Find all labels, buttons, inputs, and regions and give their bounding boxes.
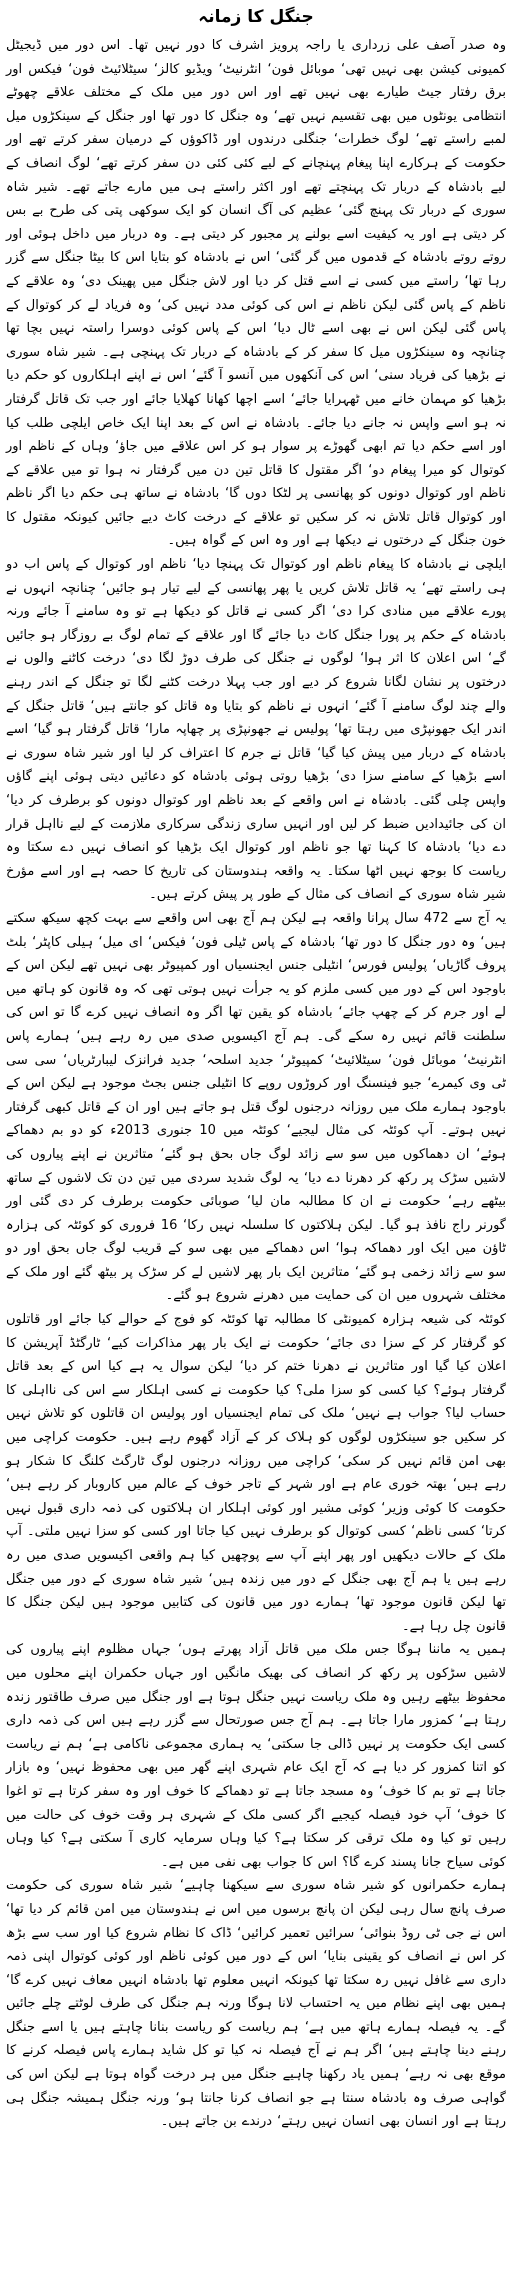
paragraph-4: کوئٹہ کی شیعہ ہزارہ کمیونٹی کا مطالبہ تھا کوئٹہ کو فوج کے حوالے کیا جائے اور قاتلوں کو گرفتار کر کے سزا دی جائے‘ حکومت نے ایک بار پھر مذاکرات کیے‘ ٹارگٹڈ آپریشن کا اعلان کیا گیا اور متاثرین نے دھرنا ختم کر دیا‘ لیکن سوال یہ ہے کیا اس کے بعد قاتل گرفتار ہوئے؟ کیا کسی کو سزا ملی؟ کیا حکومت نے کسی اہلکار سے اس کی نااہلی کا حساب لیا؟ جواب ہے نہیں‘ ملک کی تمام ایجنسیاں اور پولیس ان قاتلوں کو تلاش نہیں کر سکیں جو سینکڑوں لوگوں کو ہلاک کر کے آزاد گھوم رہے ہیں۔ حکومت کراچی میں بھی امن قائم نہیں کر سکی‘ کراچی میں روزانہ درجنوں لوگ ٹارگٹ کلنگ کا شکار ہو رہے ہیں‘ بھتہ خوری عام ہے اور شہر کے تاجر خوف کے عالم میں کاروبار کر رہے ہیں‘ حکومت کا کوئی وزیر‘ کوئی مشیر اور کوئی اہلکار ان ہلاکتوں کی ذمہ داری قبول نہیں کرتا‘ کسی ناظم‘ کسی کوتوال کو برطرف نہیں کیا جاتا اور کسی کو سزا نہیں ملتی۔ آپ ملک کے حالات دیکھیں اور پھر اپنے آپ سے پوچھیں کیا ہم واقعی اکیسویں صدی میں رہ رہے ہیں یا ہم آج بھی جنگل کے دور میں زندہ ہیں‘ شیر شاہ سوری کے دور میں جنگل تھا لیکن قانون موجود تھا‘ ہمارے دور میں قانون کی کتابیں موجود ہیں لیکن جنگل کا قانون چل رہا ہے۔: [6, 1312, 506, 1634]
article-title: جنگل کا زمانہ: [198, 7, 314, 27]
paragraph-3: یہ آج سے 472 سال پرانا واقعہ ہے لیکن ہم آج بھی اس واقعے سے بہت کچھ سیکھ سکتے ہیں‘ وہ دور جنگل کا دور تھا‘ بادشاہ کے پاس ٹیلی فون‘ فیکس‘ ای میل‘ ہیلی کاپٹر‘ بلٹ پروف گاڑیاں‘ پولیس فورس‘ انٹیلی جنس ایجنسیاں اور کمپیوٹر بھی نہیں تھے لیکن اس کے باوجود اس کے دور میں کسی ملزم کو یہ جرأت نہیں ہوتی تھی کہ وہ قانون کو ہاتھ میں لے اور جرم کر کے چھپ جائے‘ بادشاہ کو یقین تھا اگر وہ انصاف نہیں کرے گا تو اس کی سلطنت قائم نہیں رہ سکے گی۔ ہم آج اکیسویں صدی میں رہ رہے ہیں‘ ہمارے پاس انٹرنیٹ‘ موبائل فون‘ سیٹلائیٹ‘ کمپیوٹر‘ جدید اسلحہ‘ جدید فرانزک لیبارٹریاں‘ سی سی ٹی وی کیمرے‘ جیو فینسنگ اور کروڑوں روپے کا انٹیلی جنس بجٹ موجود ہے لیکن اس کے باوجود ہمارے ملک میں روزانہ درجنوں لوگ قتل ہو جاتے ہیں اور ان کے قاتل کبھی گرفتار نہیں ہوتے۔ آپ کوئٹہ کی مثال لیجیے‘ کوئٹہ میں 10 جنوری 2013ء کو دو بم دھماکے ہوئے‘ ان دھماکوں میں سو سے زائد لوگ جاں بحق ہو گئے‘ متاثرین نے اپنے پیاروں کی لاشیں سڑک پر رکھ کر دھرنا دے دیا‘ یہ لوگ شدید سردی میں تین دن تک لاشوں کے ساتھ بیٹھے رہے‘ حکومت نے ان کا مطالبہ مان لیا‘ صوبائی حکومت برطرف کر دی گئی اور گورنر راج نافذ ہو گیا۔ لیکن ہلاکتوں کا سلسلہ نہیں رکا‘ 16 فروری کو کوئٹہ کی ہزارہ ٹاؤن میں ایک اور دھماکہ ہوا‘ اس دھماکے میں بھی سو کے قریب لوگ جاں بحق اور دو سو سے زائد زخمی ہو گئے‘ متاثرین ایک بار پھر لاشیں لے کر سڑک پر بیٹھ گئے اور ملک کے مختلف شہروں میں ان کی حمایت میں دھرنے شروع ہو گئے۔: [6, 910, 506, 1304]
paragraph-5: ہمیں یہ ماننا ہوگا جس ملک میں قاتل آزاد پھرتے ہوں‘ جہاں مظلوم اپنے پیاروں کی لاشیں سڑکوں پر رکھ کر انصاف کی بھیک مانگیں اور جہاں حکمران اپنے محلوں میں محفوظ بیٹھے رہیں وہ ملک ریاست نہیں جنگل ہوتا ہے اور جنگل میں صرف طاقتور زندہ رہتا ہے‘ کمزور مارا جاتا ہے۔ ہم آج جس صورتحال سے گزر رہے ہیں اس کی ذمہ داری کسی ایک حکومت پر نہیں ڈالی جا سکتی‘ یہ ہماری مجموعی ناکامی ہے‘ ہم نے ریاست کو اتنا کمزور کر دیا ہے کہ آج ایک عام شہری اپنے گھر میں بھی محفوظ نہیں‘ وہ بازار جاتا ہے تو بم کا خوف‘ وہ مسجد جاتا ہے تو دھماکے کا خوف اور وہ سفر کرتا ہے تو اغوا کا خوف‘ آپ خود فیصلہ کیجیے اگر کسی ملک کے شہری ہر وقت خوف کی حالت میں رہیں تو کیا وہ ملک ترقی کر سکتا ہے؟ کیا وہاں سرمایہ کاری آ سکتی ہے؟ کیا وہاں کوئی سیاح جانا پسند کرے گا؟ اس کا جواب بھی نفی میں ہے۔: [6, 1642, 506, 1870]
paragraph-1: وہ صدر آصف علی زرداری یا راجہ پرویز اشرف کا دور نہیں تھا۔ اس دور میں ڈیجیٹل کمیونی کیشن بھی نہیں تھی‘ موبائل فون‘ انٹرنیٹ‘ ویڈیو کالز‘ سیٹلائیٹ فون‘ فیکس اور برق رفتار جیٹ طیارے بھی نہیں تھے اور اس دور میں ملک کے مختلف علاقے چھوٹے انتظامی یونٹوں میں بھی تقسیم نہیں تھے‘ وہ جنگل کا دور تھا اور جنگل کے سینکڑوں میل لمبے راستے تھے‘ لوگ خطرات‘ جنگلی درندوں اور ڈاکوؤں کے درمیان سفر کرتے تھے اور حکومت کے ہرکارے اپنا پیغام پہنچانے کے لیے کئی کئی دن سفر کرتے تھے‘ لوگ انصاف کے لیے بادشاہ کے دربار تک پہنچتے تھے اور اکثر راستے ہی میں مارے جاتے تھے۔ شیر شاہ سوری کے دربار تک پہنچ گئی‘ عظیم کی آگ انسان کو ایک سوکھی پتی کی طرح بے بس کر دیتی ہے اور یہ کیفیت اسے بولنے پر مجبور کر دیتی ہے۔ وہ دربار میں داخل ہوئی اور روتے روتے بادشاہ کے قدموں میں گر گئی‘ اس نے بادشاہ کو بتایا اس کا بیٹا جنگل سے گزر رہا تھا‘ راستے میں کسی نے اسے قتل کر دیا اور لاش جنگل میں پھینک دی‘ وہ علاقے کے ناظم کے پاس گئی لیکن ناظم نے اس کی کوئی مدد نہیں کی‘ وہ فریاد لے کر کوتوال کے پاس گئی لیکن اس نے بھی اسے ٹال دیا‘ اس کے پاس کوئی دوسرا راستہ نہیں بچا تھا چنانچہ وہ سینکڑوں میل کا سفر کر کے بادشاہ کے دربار تک پہنچی ہے۔ شیر شاہ سوری نے بڑھیا کی فریاد سنی‘ اس کی آنکھوں میں آنسو آ گئے‘ اس نے اپنے اہلکاروں کو حکم دیا بڑھیا کو مہمان خانے میں ٹھہرایا جائے‘ اسے اچھا کھانا کھلایا جائے اور جب تک قاتل گرفتار نہ ہو اسے واپس نہ جانے دیا جائے۔ بادشاہ نے اس کے بعد اپنا ایک خاص ایلچی طلب کیا اور اسے حکم دیا تم ابھی گھوڑے پر سوار ہو کر اس علاقے میں جاؤ‘ وہاں کے ناظم اور کوتوال کو میرا پیغام دو‘ اگر مقتول کا قاتل تین دن میں گرفتار نہ ہوا تو میں علاقے کے ناظم اور کوتوال دونوں کو پھانسی پر لٹکا دوں گا‘ بادشاہ نے ساتھ ہی حکم دیا اگر ناظم اور کوتوال قاتل تلاش نہ کر سکیں تو علاقے کے درخت کاٹ دیے جائیں کیونکہ مقتول کا خون جنگل کے درختوں نے دیکھا ہے اور وہ اس کے گواہ ہیں۔: [6, 38, 506, 549]
paragraph-6: ہمارے حکمرانوں کو شیر شاہ سوری سے سیکھنا چاہیے‘ شیر شاہ سوری کی حکومت صرف پانچ سال رہی لیکن ان پانچ برسوں میں اس نے ہندوستان میں امن قائم کر دیا تھا‘ اس نے جی ٹی روڈ بنوائی‘ سرائیں تعمیر کرائیں‘ ڈاک کا نظام شروع کیا اور سب سے بڑھ کر اس نے انصاف کو یقینی بنایا‘ اس کے دور میں کوئی ناظم اور کوئی کوتوال اپنی ذمہ داری سے غافل نہیں رہ سکتا تھا کیونکہ انہیں معلوم تھا بادشاہ انہیں معاف نہیں کرے گا‘ ہمیں بھی اپنے نظام میں یہ احتساب لانا ہوگا ورنہ ہم جنگل کی طرف لوٹتے چلے جائیں گے۔ یہ فیصلہ ہمارے ہاتھ میں ہے‘ ہم ریاست کو ریاست بنانا چاہتے ہیں یا اسے جنگل رہنے دینا چاہتے ہیں‘ اگر ہم نے آج فیصلہ نہ کیا تو کل شاید ہمارے پاس فیصلہ کرنے کا موقع بھی نہ رہے‘ ہمیں یاد رکھنا چاہیے جنگل میں ہر درخت گواہ ہوتا ہے لیکن اس کی گواہی صرف وہ بادشاہ سنتا ہے جو انصاف کرنا جانتا ہو‘ ورنہ جنگل ہمیشہ جنگل ہی رہتا ہے اور انسان بھی انسان نہیں رہتے‘ درندے بن جاتے ہیں۔: [6, 1878, 506, 2130]
paragraph-2: ایلچی نے بادشاہ کا پیغام ناظم اور کوتوال تک پہنچا دیا‘ ناظم اور کوتوال کے پاس اب دو ہی راستے تھے‘ یہ قاتل تلاش کریں یا پھر پھانسی کے لیے تیار ہو جائیں‘ چنانچہ انہوں نے پورے علاقے میں منادی کرا دی‘ اگر کسی نے قاتل کو دیکھا ہے تو وہ سامنے آ جائے ورنہ بادشاہ کے حکم پر پورا جنگل کاٹ دیا جائے گا اور علاقے کے تمام لوگ بے روزگار ہو جائیں گے‘ اس اعلان کا اثر ہوا‘ لوگوں نے جنگل کی طرف دوڑ لگا دی‘ درخت کاٹنے والوں نے درختوں پر نشان لگانا شروع کر دیے اور جب پہلا درخت کٹنے لگا تو جنگل کے اندر رہنے والے چند لوگ سامنے آ گئے‘ انہوں نے ناظم کو بتایا وہ قاتل کو جانتے ہیں‘ قاتل جنگل کے اندر ایک جھونپڑی میں رہتا تھا‘ پولیس نے جھونپڑی پر چھاپہ مارا‘ قاتل گرفتار ہو گیا‘ اسے بادشاہ کے دربار میں پیش کیا گیا‘ قاتل نے جرم کا اعتراف کر لیا اور شیر شاہ سوری نے اسے بڑھیا کے سامنے سزا دی‘ بڑھیا روتی ہوئی بادشاہ کو دعائیں دیتی ہوئی اپنے گاؤں واپس چلی گئی۔ بادشاہ نے اس واقعے کے بعد ناظم اور کوتوال دونوں کو برطرف کر دیا‘ ان کی جائیدادیں ضبط کر لیں اور انہیں ساری زندگی سرکاری ملازمت کے لیے نااہل قرار دے دیا‘ بادشاہ کا کہنا تھا جو ناظم اور کوتوال ایک بڑھیا کو انصاف نہیں دے سکتا وہ ریاست کا بوجھ نہیں اٹھا سکتا۔ یہ واقعہ ہندوستان کی تاریخ کا حصہ ہے اور اسے مؤرخ شیر شاہ سوری کے انصاف کی مثال کے طور پر پیش کرتے ہیں۔: [6, 557, 506, 903]
